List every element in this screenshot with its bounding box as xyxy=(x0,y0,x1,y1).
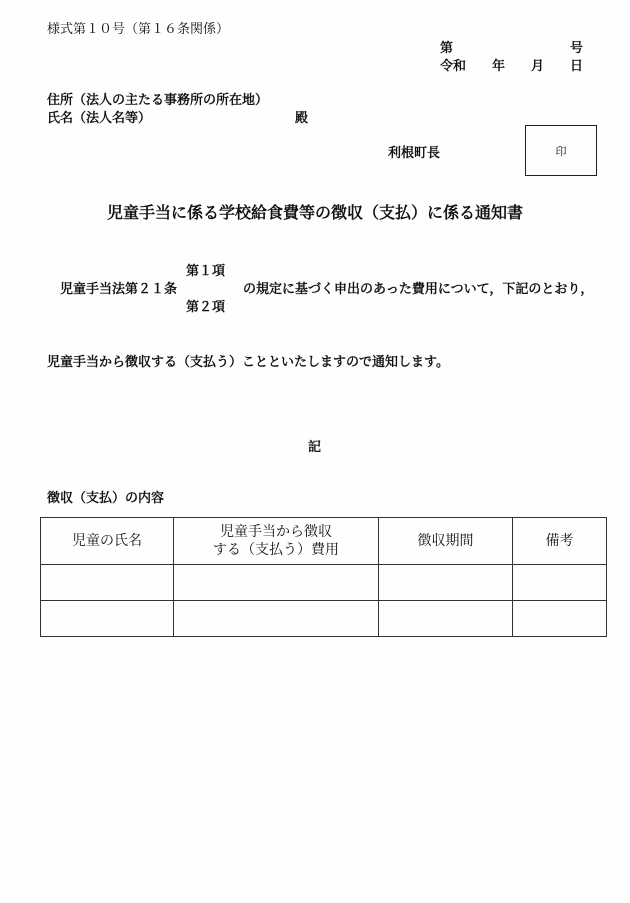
table-cell xyxy=(379,601,513,637)
section-label: 徴収（支払）の内容 xyxy=(47,491,165,506)
address-label: 住所（法人の主たる事務所の所在地） xyxy=(47,93,269,108)
header-cost xyxy=(174,518,379,565)
law-reference: 児童手当法第２１条 xyxy=(60,282,178,297)
date-year: 年 xyxy=(492,59,506,74)
table-row xyxy=(41,601,607,637)
header-remarks: 備考 xyxy=(513,518,607,565)
body-line-2: 児童手当から徴収する（支払う）ことといたしますので通知します。 xyxy=(47,355,449,370)
table-cell xyxy=(174,601,379,637)
header-child-name: 児童の氏名 xyxy=(41,518,174,565)
table-cell xyxy=(174,565,379,601)
table-row xyxy=(41,565,607,601)
form-number: 様式第１０号（第１６条関係） xyxy=(47,22,230,37)
name-label: 氏名（法人名等） xyxy=(47,111,152,126)
header-cost-line1: 児童手当から徴収 xyxy=(220,524,332,540)
doc-number-suffix: 号 xyxy=(570,41,584,56)
clause-1: 第１項 xyxy=(186,264,226,279)
header-period: 徴収期間 xyxy=(379,518,513,565)
date-day: 日 xyxy=(570,59,584,74)
ki-mark: 記 xyxy=(308,440,322,455)
header-cost-line2: する（支払う）費用 xyxy=(213,542,339,558)
table-header-row xyxy=(41,518,607,565)
clause-2: 第２項 xyxy=(186,300,226,315)
collection-table xyxy=(40,517,607,637)
body-continuation: の規定に基づく申出のあった費用について，下記のとおり， xyxy=(243,282,594,297)
table-cell xyxy=(379,565,513,601)
date-era: 令和 xyxy=(440,59,467,74)
page-title: 児童手当に係る学校給食費等の徴収（支払）に係る通知書 xyxy=(106,203,523,222)
table-cell xyxy=(41,565,174,601)
issuer-title: 利根町長 xyxy=(388,146,441,161)
seal-box xyxy=(525,125,597,176)
doc-number-prefix: 第 xyxy=(440,41,454,56)
honorific: 殿 xyxy=(295,111,309,126)
table-cell xyxy=(513,565,607,601)
table-cell xyxy=(41,601,174,637)
date-month: 月 xyxy=(531,59,545,74)
seal-label: 印 xyxy=(555,144,567,158)
table-cell xyxy=(513,601,607,637)
